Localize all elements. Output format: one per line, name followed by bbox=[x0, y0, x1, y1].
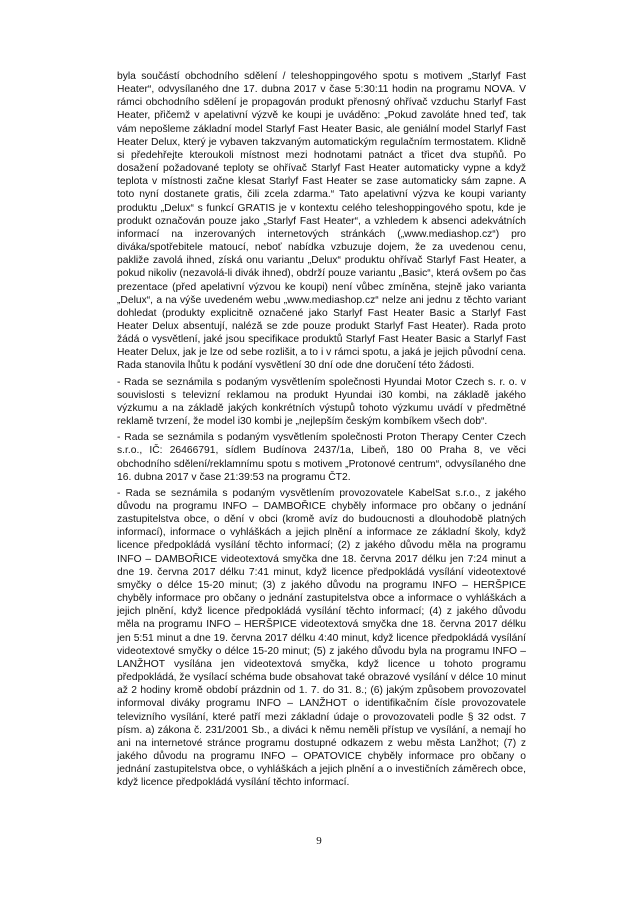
paragraph-hyundai: - Rada se seznámila s podaným vysvětlením společnosti Hyundai Motor Czech s. r. o. v souvislosti s televizní reklamou na produkt Hyundai i30 kombi, na základě jakého výzkumu a na základě jakých konkrétních výstupů tohoto výzkumu uvádí v předmětné reklamě tvrzení, že model i30 kombi je „nejlepším českým kombíkem všech dob“. bbox=[117, 376, 526, 428]
document-body bbox=[117, 70, 526, 792]
page-number: 9 bbox=[316, 835, 322, 847]
paragraph-starlyf: byla součástí obchodního sdělení / teleshoppingového spotu s motivem „Starlyf Fast Heater“, odvysílaného dne 17. dubna 2017 v čase 5:30:11 hodin na programu NOVA. V rámci obchodního sdělení je propagován produkt přenosný ohřívač vzduchu Starlyf Fast Heater, přičemž v apelativní výzvě ke koupi je uváděno: „Pokud zavoláte hned teď, tak vám nepošleme základní model Starlyf Fast Heater Basic, ale geniální model Starlyf Fast Heater Delux, který je vybaven takzvaným automatickým regulačním termostatem. Klidně si předehřejte kteroukoli místnost mezi hodnotami patnáct a třicet dva stupňů. Po dosažení požadované teploty se ohřívač Starlyf Fast Heater automaticky vypne a když teplota v místnosti začne klesat Starlyf Fast Heater se zase automaticky sám zapne. A toto nyní dostanete gratis, čili zcela zdarma.“ Tato apelativní výzva ke koupi varianty produktu „Delux“ s funkcí GRATIS je v kontextu celého teleshoppingového spotu, kde je produkt označován pouze jako „Starlyf Fast Heater“, a vzhledem k absenci adekvátních informací na inzerovaných internetových stránkách („www.mediashop.cz“) pro diváka/spotřebitele matoucí, neboť nabídka vzbuzuje dojem, že za uvedenou cenu, pakliže zavolá ihned, získá onu variantu „Delux“ produktu ohřívač Starlyf Fast Heater, a pokud nikoliv (nezavolá-li divák ihned), obdrží pouze variantu „Basic“, která ovšem po čas prezentace (před apelativní výzvou ke koupi) není vůbec zmíněna, stejně jako varianta „Delux“, a na výše uvedeném webu „www.mediashop.cz“ nelze ani jednu z těchto variant dohledat (produkty explicitně označené jako Starlyf Fast Heater Basic a Starlyf Fast Heater Delux absentují, naléză se zde pouze produkt Starlyf Fast Heater). Rada proto žádá o vysvětlení, jaké jsou specifikace produktů Starlyf Fast Heater Basic a Starlyf Fast Heater Delux, jak je lze od sebe rozlišit, a to i v rámci spotu, a jaká je jejich původní cena. Rada stanovila lhůtu k podání vysvětlení 30 dní ode dne doručení této žádosti. bbox=[117, 71, 526, 372]
paragraph-kabelsat: - Rada se seznámila s podaným vysvětlením provozovatele KabelSat s.r.o., z jakého důvodu na programu INFO – DAMBOŘICE chyběly informace pro občany o jednání zastupitelstva obce, o dění v obci (kromě avíz do budoucnosti a dlouhodobě platných informací), informace o vyhláškách a jejich plnění a informace ze základní školy, když licence předpokládá vysílání těchto informací; (2) z jakého důvodu měla na programu INFO – DAMBOŘICE videotextová smyčka dne 18. června 2017 délku jen 7:24 minut a dne 19. června 2017 délku 7:41 minut, když licence předpokládá vysílání videotextové smyčky o délce 15-20 minut; (3) z jakého důvodu na programu INFO – HERŠPICE chyběly informace pro občany o jednání zastupitelstva obce a informace o vyhláškách a jejich plnění, když licence předpokládá vysílání těchto informací; (4) z jakého důvodu měla na programu INFO – HERŠPICE videotextová smyčka dne 18. června 2017 délku jen 5:51 minut a dne 19. června 2017 délku 4:40 minut, když licence předpokládá vysílání videotextové smyčky o délce 15-20 minut; (5) z jakého důvodu byla na programu INFO – LANŽHOT vysílána jen videotextová smyčka, když licence u tohoto programu předpokládá, že vysílací schéma bude obsahovat také obrazové vysílání v délce 10 minut až 2 hodiny kromě období prázdnin od 1. 7. do 31. 8.; (6) jakým způsobem provozovatel informoval diváky programu INFO – LANŽHOT o identifikačním čísle provozovatele televizního vysílání, které patří mezi základní údaje o provozovateli podle § 32 odst. 7 písm. a) zákona č. 231/2001 Sb., a diváci k němu neměli přístup ve vysílání, a nemají ho ani na internetové stránce programu dostupné odkazem z webu města Lanžhot; (7) z jakého důvodu na programu INFO – OPATOVICE chyběly informace pro občany o jednání zastupitelstva obce, o vyhláškách a jejich plnění a o investičních záměrech obce, když licence předpokládá vysílání těchto informací. bbox=[117, 487, 526, 789]
paragraph-proton: - Rada se seznámila s podaným vysvětlením společnosti Proton Therapy Center Czech s.r.o., IČ: 26466791, sídlem Budínova 2437/1a, Libeň, 180 00 Praha 8, ve věci obchodního sdělení/reklamnímu spotu s motivem „Protonové centrum“, odvysílaného dne 16. dubna 2017 v čase 21:39:53 na programu ČT2. bbox=[117, 432, 526, 483]
